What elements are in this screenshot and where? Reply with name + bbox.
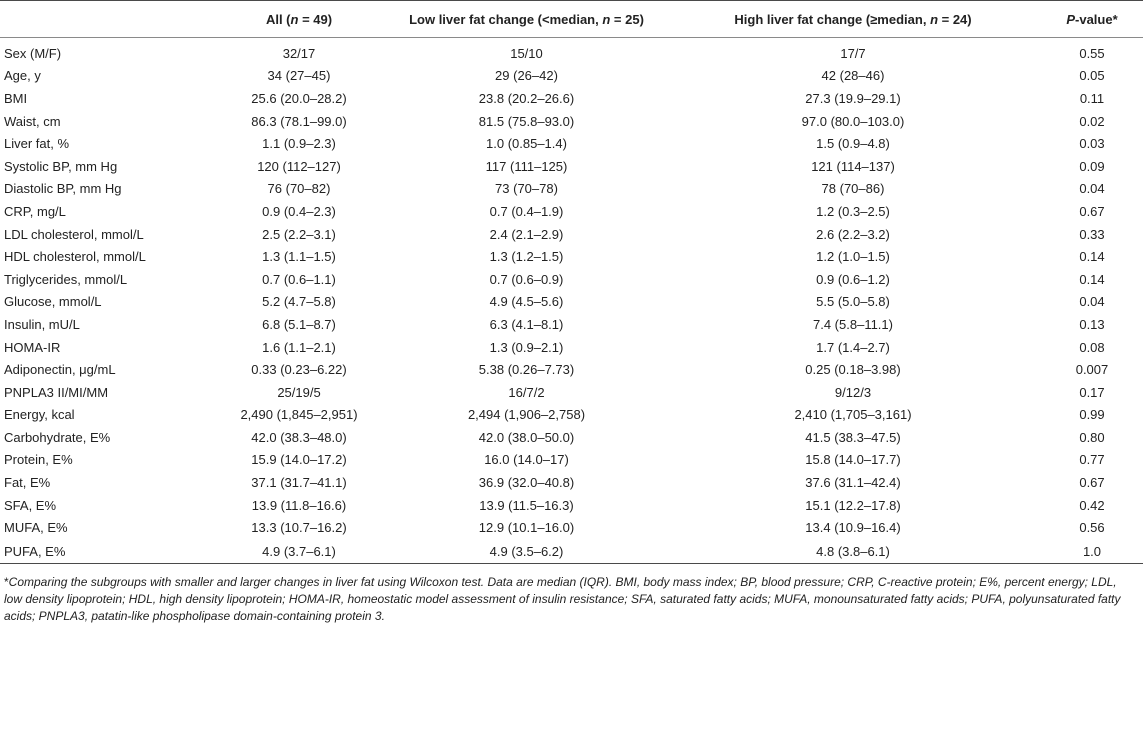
table-row (0, 132, 1143, 155)
header-row (0, 1, 1143, 38)
cell-variable: HOMA-IR (4, 339, 61, 355)
cell-high-liver-fat: 2,410 (1,705–3,161) (794, 407, 912, 423)
cell-all: 120 (112–127) (257, 158, 341, 174)
cell-p-value: 0.04 (1079, 181, 1105, 197)
cell-low-liver-fat: 117 (111–125) (485, 158, 568, 174)
cell-low-liver-fat: 4.9 (4.5–5.6) (489, 294, 564, 310)
cell-variable: Glucose, mmol/L (4, 294, 102, 310)
table-row (0, 516, 1143, 539)
cell-all: 34 (27–45) (267, 68, 331, 84)
cell-variable: Waist, cm (4, 113, 61, 129)
cell-variable: MUFA, E% (4, 520, 68, 536)
cell-low-liver-fat: 2.4 (2.1–2.9) (489, 226, 564, 242)
cell-low-liver-fat: 73 (70–78) (495, 181, 558, 197)
cell-all: 2,490 (1,845–2,951) (240, 407, 358, 423)
cell-p-value: 0.11 (1079, 90, 1105, 106)
table-row (0, 358, 1143, 381)
cell-all: 32/17 (282, 45, 316, 61)
cell-high-liver-fat: 37.6 (31.1–42.4) (805, 475, 901, 491)
cell-variable: PNPLA3 II/MI/MM (4, 384, 109, 400)
table-row (0, 87, 1143, 110)
cell-high-liver-fat: 15.1 (12.2–17.8) (805, 497, 901, 513)
table-row (0, 155, 1143, 178)
cell-variable: CRP, mg/L (4, 203, 66, 219)
cell-p-value: 0.05 (1079, 68, 1105, 84)
cell-variable: Sex (M/F) (4, 45, 62, 61)
table-body (0, 38, 1143, 564)
cell-low-liver-fat: 1.3 (1.2–1.5) (489, 249, 564, 265)
header-low-liver-fat: Low liver fat change (<median, n = 25) (388, 1, 665, 38)
cell-p-value: 0.67 (1079, 475, 1105, 491)
cell-all: 42.0 (38.3–48.0) (251, 429, 347, 445)
cell-high-liver-fat: 97.0 (80.0–103.0) (801, 113, 905, 129)
cell-high-liver-fat: 1.2 (1.0–1.5) (816, 249, 890, 265)
cell-all: 1.3 (1.1–1.5) (262, 249, 336, 265)
cell-p-value: 0.17 (1079, 384, 1105, 400)
cell-high-liver-fat: 15.8 (14.0–17.7) (805, 452, 901, 468)
cell-all: 25/19/5 (277, 384, 321, 400)
header-p-value: P-value* (1041, 1, 1143, 38)
cell-variable: Protein, E% (4, 452, 73, 468)
table-row (0, 313, 1143, 336)
table-row (0, 291, 1143, 314)
cell-variable: Liver fat, % (4, 136, 70, 152)
cell-high-liver-fat: 13.4 (10.9–16.4) (805, 520, 901, 536)
cell-low-liver-fat: 1.0 (0.85–1.4) (486, 136, 567, 152)
cell-low-liver-fat: 13.9 (11.5–16.3) (479, 497, 574, 513)
cell-variable: Energy, kcal (4, 407, 75, 423)
cell-low-liver-fat: 0.7 (0.6–0.9) (489, 271, 564, 287)
cell-all: 76 (70–82) (267, 181, 331, 197)
cell-all: 5.2 (4.7–5.8) (262, 294, 336, 310)
cell-all: 6.8 (5.1–8.7) (262, 316, 336, 332)
cell-all: 0.7 (0.6–1.1) (262, 271, 336, 287)
table-row (0, 426, 1143, 449)
cell-high-liver-fat: 27.3 (19.9–29.1) (805, 90, 901, 106)
cell-variable: Fat, E% (4, 475, 51, 491)
cell-variable: Triglycerides, mmol/L (4, 271, 128, 287)
footnote-text: Comparing the subgroups with smaller and larger changes in liver fat using Wilcoxon test. Data are median (IQR). BMI, body mass index; BP, blood pressure; CRP, C-reactive protein; E%, percent energy; LDL, low density lipoprotein; HDL, high density lipoprotein; HOMA-IR, homeostatic model assessment of insulin resistance; SFA, saturated fatty acids; MUFA, monounsaturated fatty acids; PUFA, polyunsaturated fatty acids; PNPLA3, patatin-like phospholipase domain-containing protein 3. (4, 575, 1121, 624)
cell-high-liver-fat: 42 (28–46) (821, 68, 885, 84)
cell-all: 1.1 (0.9–2.3) (262, 136, 336, 152)
cell-variable: Diastolic BP, mm Hg (4, 181, 122, 197)
table-row (0, 449, 1143, 472)
footnote-asterisk: * (4, 575, 9, 590)
cell-all: 13.3 (10.7–16.2) (251, 520, 347, 536)
header-high-liver-fat: High liver fat change (≥median, n = 24) (665, 1, 1041, 38)
cell-high-liver-fat: 17/7 (840, 45, 866, 61)
table-row (0, 110, 1143, 133)
cell-high-liver-fat: 1.2 (0.3–2.5) (816, 203, 890, 219)
cell-variable: Carbohydrate, E% (4, 429, 111, 445)
cell-p-value: 0.02 (1079, 113, 1105, 129)
cell-p-value: 0.14 (1079, 271, 1105, 287)
cell-high-liver-fat: 0.25 (0.18–3.98) (805, 362, 901, 378)
cell-all: 0.33 (0.23–6.22) (251, 362, 347, 378)
table-row (0, 38, 1143, 65)
table-row (0, 223, 1143, 246)
cell-p-value: 1.0 (1041, 539, 1143, 564)
table-header (0, 1, 1143, 38)
cell-low-liver-fat: 16/7/2 (508, 384, 545, 400)
cell-p-value: 0.33 (1079, 226, 1105, 242)
cell-low-liver-fat: 1.3 (0.9–2.1) (489, 339, 564, 355)
cell-variable: LDL cholesterol, mmol/L (4, 226, 144, 242)
cell-high-liver-fat: 7.4 (5.8–11.1) (813, 316, 893, 332)
cell-p-value: 0.08 (1079, 339, 1105, 355)
cell-low-liver-fat: 23.8 (20.2–26.6) (478, 90, 575, 106)
table-row (0, 200, 1143, 223)
cell-all: 15.9 (14.0–17.2) (251, 452, 347, 468)
cell-p-value: 0.13 (1079, 316, 1105, 332)
table-row (0, 471, 1143, 494)
table-row (0, 381, 1143, 404)
cell-low-liver-fat: 5.38 (0.26–7.73) (478, 362, 575, 378)
cell-all: 2.5 (2.2–3.1) (262, 226, 336, 242)
cell-all: 13.9 (11.8–16.6) (251, 497, 347, 513)
table-footnote (0, 564, 1143, 625)
cell-p-value: 0.77 (1079, 452, 1105, 468)
cell-low-liver-fat: 15/10 (510, 45, 543, 61)
cell-p-value: 0.80 (1079, 429, 1105, 445)
cell-all: 37.1 (31.7–41.1) (251, 475, 347, 491)
cell-variable: BMI (4, 90, 28, 106)
cell-high-liver-fat: 9/12/3 (834, 384, 872, 400)
cell-all: 86.3 (78.1–99.0) (251, 113, 347, 129)
cell-variable: Insulin, mU/L (4, 316, 80, 332)
cell-high-liver-fat: 1.7 (1.4–2.7) (816, 339, 890, 355)
cell-low-liver-fat: 36.9 (32.0–40.8) (478, 475, 575, 491)
cell-variable: HDL cholesterol, mmol/L (4, 249, 146, 265)
cell-low-liver-fat: 81.5 (75.8–93.0) (478, 113, 575, 129)
cell-p-value: 0.99 (1079, 407, 1105, 423)
table-row (0, 404, 1143, 427)
cell-low-liver-fat: 16.0 (14.0–17) (484, 452, 569, 468)
cell-p-value: 0.03 (1079, 136, 1105, 152)
cell-variable: Age, y (4, 68, 41, 84)
cell-variable: PUFA, E% (0, 539, 210, 564)
table-row (0, 65, 1143, 88)
cell-all: 0.9 (0.4–2.3) (262, 203, 336, 219)
cell-low-liver-fat: 12.9 (10.1–16.0) (478, 520, 575, 536)
cell-variable: Adiponectin, μg/mL (4, 362, 116, 378)
cell-high-liver-fat: 1.5 (0.9–4.8) (816, 136, 890, 152)
cell-all: 4.9 (3.7–6.1) (210, 539, 388, 564)
cell-p-value: 0.56 (1079, 520, 1105, 536)
cell-low-liver-fat: 0.7 (0.4–1.9) (489, 203, 564, 219)
table-row (0, 336, 1143, 359)
header-variable (0, 1, 210, 38)
table-row (0, 268, 1143, 291)
cell-high-liver-fat: 2.6 (2.2–3.2) (816, 226, 890, 242)
cell-high-liver-fat: 78 (70–86) (821, 181, 885, 197)
cell-p-value: 0.67 (1079, 203, 1105, 219)
cell-low-liver-fat: 29 (26–42) (495, 68, 558, 84)
cell-p-value: 0.007 (1075, 362, 1109, 378)
cell-p-value: 0.14 (1079, 249, 1105, 265)
cell-high-liver-fat: 5.5 (5.0–5.8) (816, 294, 890, 310)
cell-high-liver-fat: 0.9 (0.6–1.2) (816, 271, 890, 287)
cell-low-liver-fat: 2,494 (1,906–2,758) (467, 407, 586, 423)
cell-low-liver-fat: 6.3 (4.1–8.1) (489, 316, 564, 332)
table-row (0, 178, 1143, 201)
header-all: All (n = 49) (210, 1, 388, 38)
table-row (0, 494, 1143, 517)
cell-all: 1.6 (1.1–2.1) (262, 339, 336, 355)
cell-p-value: 0.42 (1079, 497, 1105, 513)
cell-low-liver-fat: 42.0 (38.0–50.0) (478, 429, 575, 445)
cell-p-value: 0.55 (1079, 45, 1105, 61)
table-row (0, 245, 1143, 268)
table-row (0, 539, 1143, 564)
cell-low-liver-fat: 4.9 (3.5–6.2) (388, 539, 665, 564)
cell-p-value: 0.09 (1079, 158, 1105, 174)
cell-variable: Systolic BP, mm Hg (4, 158, 118, 174)
cell-all: 25.6 (20.0–28.2) (251, 90, 347, 106)
cell-high-liver-fat: 4.8 (3.8–6.1) (665, 539, 1041, 564)
cell-variable: SFA, E% (4, 497, 57, 513)
cell-p-value: 0.04 (1079, 294, 1105, 310)
cell-high-liver-fat: 41.5 (38.3–47.5) (805, 429, 901, 445)
cell-high-liver-fat: 121 (114–137) (811, 158, 895, 174)
